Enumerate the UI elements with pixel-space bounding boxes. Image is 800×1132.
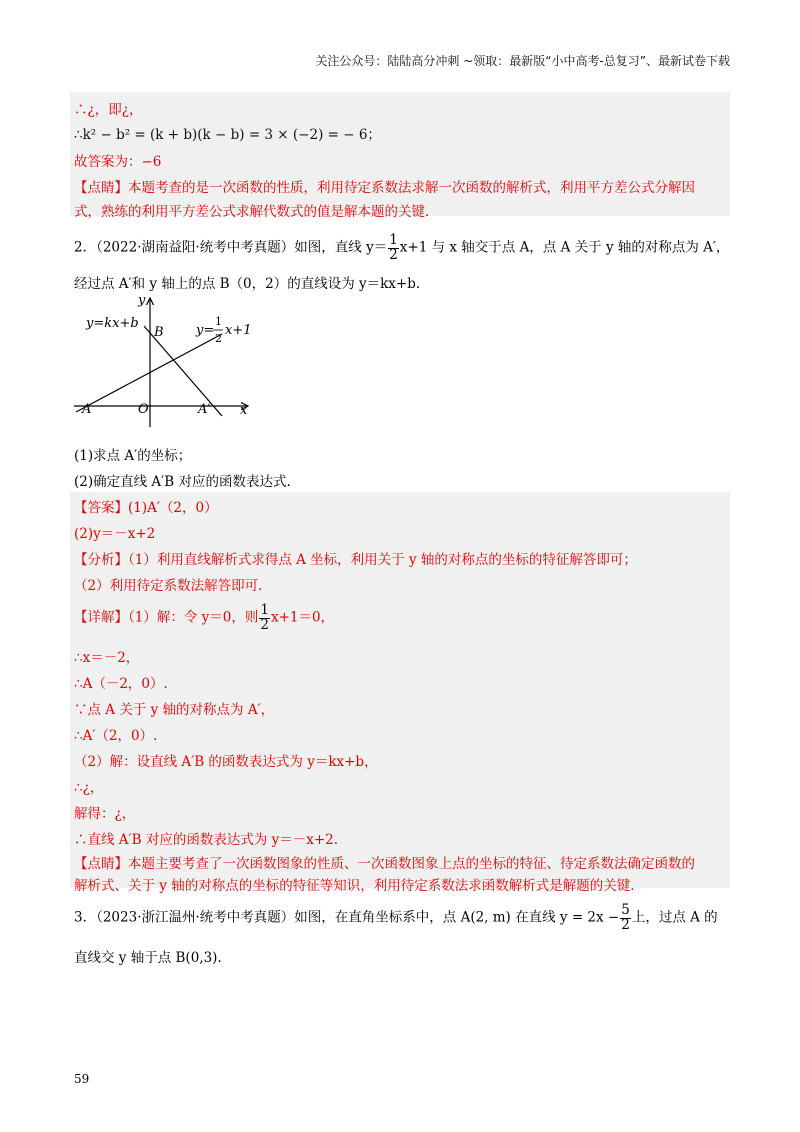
note-line: 【点睛】本题主要考查了一次函数图象的性质、一次函数图象上点的坐标的特征、待定系数法确定函数的 [74, 856, 695, 872]
text-line: ∴¿，即¿， [74, 102, 143, 118]
sub-question-2: (2)确定直线 A′B 对应的函数表达式. [74, 474, 291, 490]
detail-line: 解得：¿， [74, 806, 136, 822]
question-2-text [74, 234, 730, 262]
fraction [388, 234, 399, 262]
fraction-num: 1 [389, 232, 398, 248]
line2-label-b: x+1 [225, 323, 252, 338]
line2-frac-num: 1 [215, 315, 222, 328]
fraction [620, 904, 631, 932]
fraction-den: 2 [260, 616, 269, 633]
solution-box-1 [70, 92, 730, 216]
question-text: 3．（2023·浙江温州·统考中考真题）如图，在直角坐标系中，点 A(2, m) 在直线 y = 2x − [74, 909, 620, 926]
answer-line: 故答案为：−6 [74, 154, 162, 170]
fraction-den: 2 [389, 246, 398, 263]
detail-text: x+1＝0， [270, 609, 335, 626]
detail-line: ∵点 A 关于 y 轴的对称点为 A′， [74, 702, 275, 718]
question-text: 上，过点 A 的 [631, 909, 718, 926]
equation-line: ∴k² − b² = (k + b)(k − b) = 3 × (−2) = − 6； [74, 127, 381, 143]
question-text: x+1 与 x 轴交于点 A，点 A 关于 y 轴的对称点为 A′， [399, 239, 730, 256]
point-B-label: B [154, 325, 164, 340]
detail-line: ∴A′（2，0）. [74, 728, 158, 744]
question-3-text [74, 904, 718, 932]
answer-line: (2)y＝－x+2 [74, 526, 156, 542]
detail-text: 【详解】（1）解：令 y＝0，则 [74, 609, 259, 626]
detail-line: ∴x＝－2， [74, 650, 140, 666]
line2-frac-den: 2 [215, 332, 222, 345]
point-A-label: A [82, 402, 92, 417]
page-header: 关注公众号：陆陆高分冲刺 ~领取：最新版“小中高考-总复习”、最新试卷下载 [315, 54, 730, 68]
line1-label: y=kx+b [86, 316, 139, 331]
page-number: 59 [74, 1072, 90, 1086]
note-line: 【点睛】本题考查的是一次函数的性质，利用待定系数法求解一次函数的解析式，利用平方差公式分解因 [74, 180, 695, 196]
analysis-line: （2）利用待定系数法解答即可. [74, 578, 263, 594]
coordinate-figure [72, 292, 262, 432]
sub-question-1: (1)求点 A′的坐标； [74, 448, 192, 464]
question-text: 2．（2022·湖南益阳·统考中考真题）如图，直线 y＝ [74, 239, 388, 256]
detail-line: ∴A（－2，0）. [74, 676, 168, 692]
detail-line: ∴¿， [74, 780, 104, 796]
detail-line [74, 604, 334, 632]
y-axis-label: y [138, 293, 146, 308]
fraction-den: 2 [621, 916, 630, 933]
x-axis-label: x [240, 403, 248, 418]
detail-line: ∴直线 A′B 对应的函数表达式为 y＝－x+2. [74, 832, 339, 848]
answer-line: 【答案】(1)A′（2，0） [74, 500, 218, 516]
detail-line: （2）解：设直线 A′B 的函数表达式为 y＝kx+b， [74, 754, 378, 770]
line2-label-a: y= [196, 323, 215, 338]
fraction [259, 604, 270, 632]
analysis-line: 【分析】（1）利用直线解析式求得点 A 坐标，利用关于 y 轴的对称点的坐标的特征解答即可； [74, 552, 637, 568]
question-3-text-2: 直线交 y 轴于点 B(0,3). [74, 950, 222, 966]
fraction-num: 1 [260, 602, 269, 618]
note-line: 式，熟练的利用平方差公式求解代数式的值是解本题的关键. [74, 204, 430, 220]
fraction-num: 5 [621, 902, 630, 918]
point-A-prime-label: A′ [198, 402, 211, 417]
question-2-text-2: 经过点 A′和 y 轴上的点 B（0，2）的直线设为 y＝kx+b. [74, 276, 421, 292]
line-y-half-x-plus-1 [76, 334, 222, 412]
origin-label: O [138, 402, 149, 417]
note-line: 解析式、关于 y 轴的对称点的坐标的特征等知识，利用待定系数法求函数解析式是解题的关键. [74, 878, 635, 894]
